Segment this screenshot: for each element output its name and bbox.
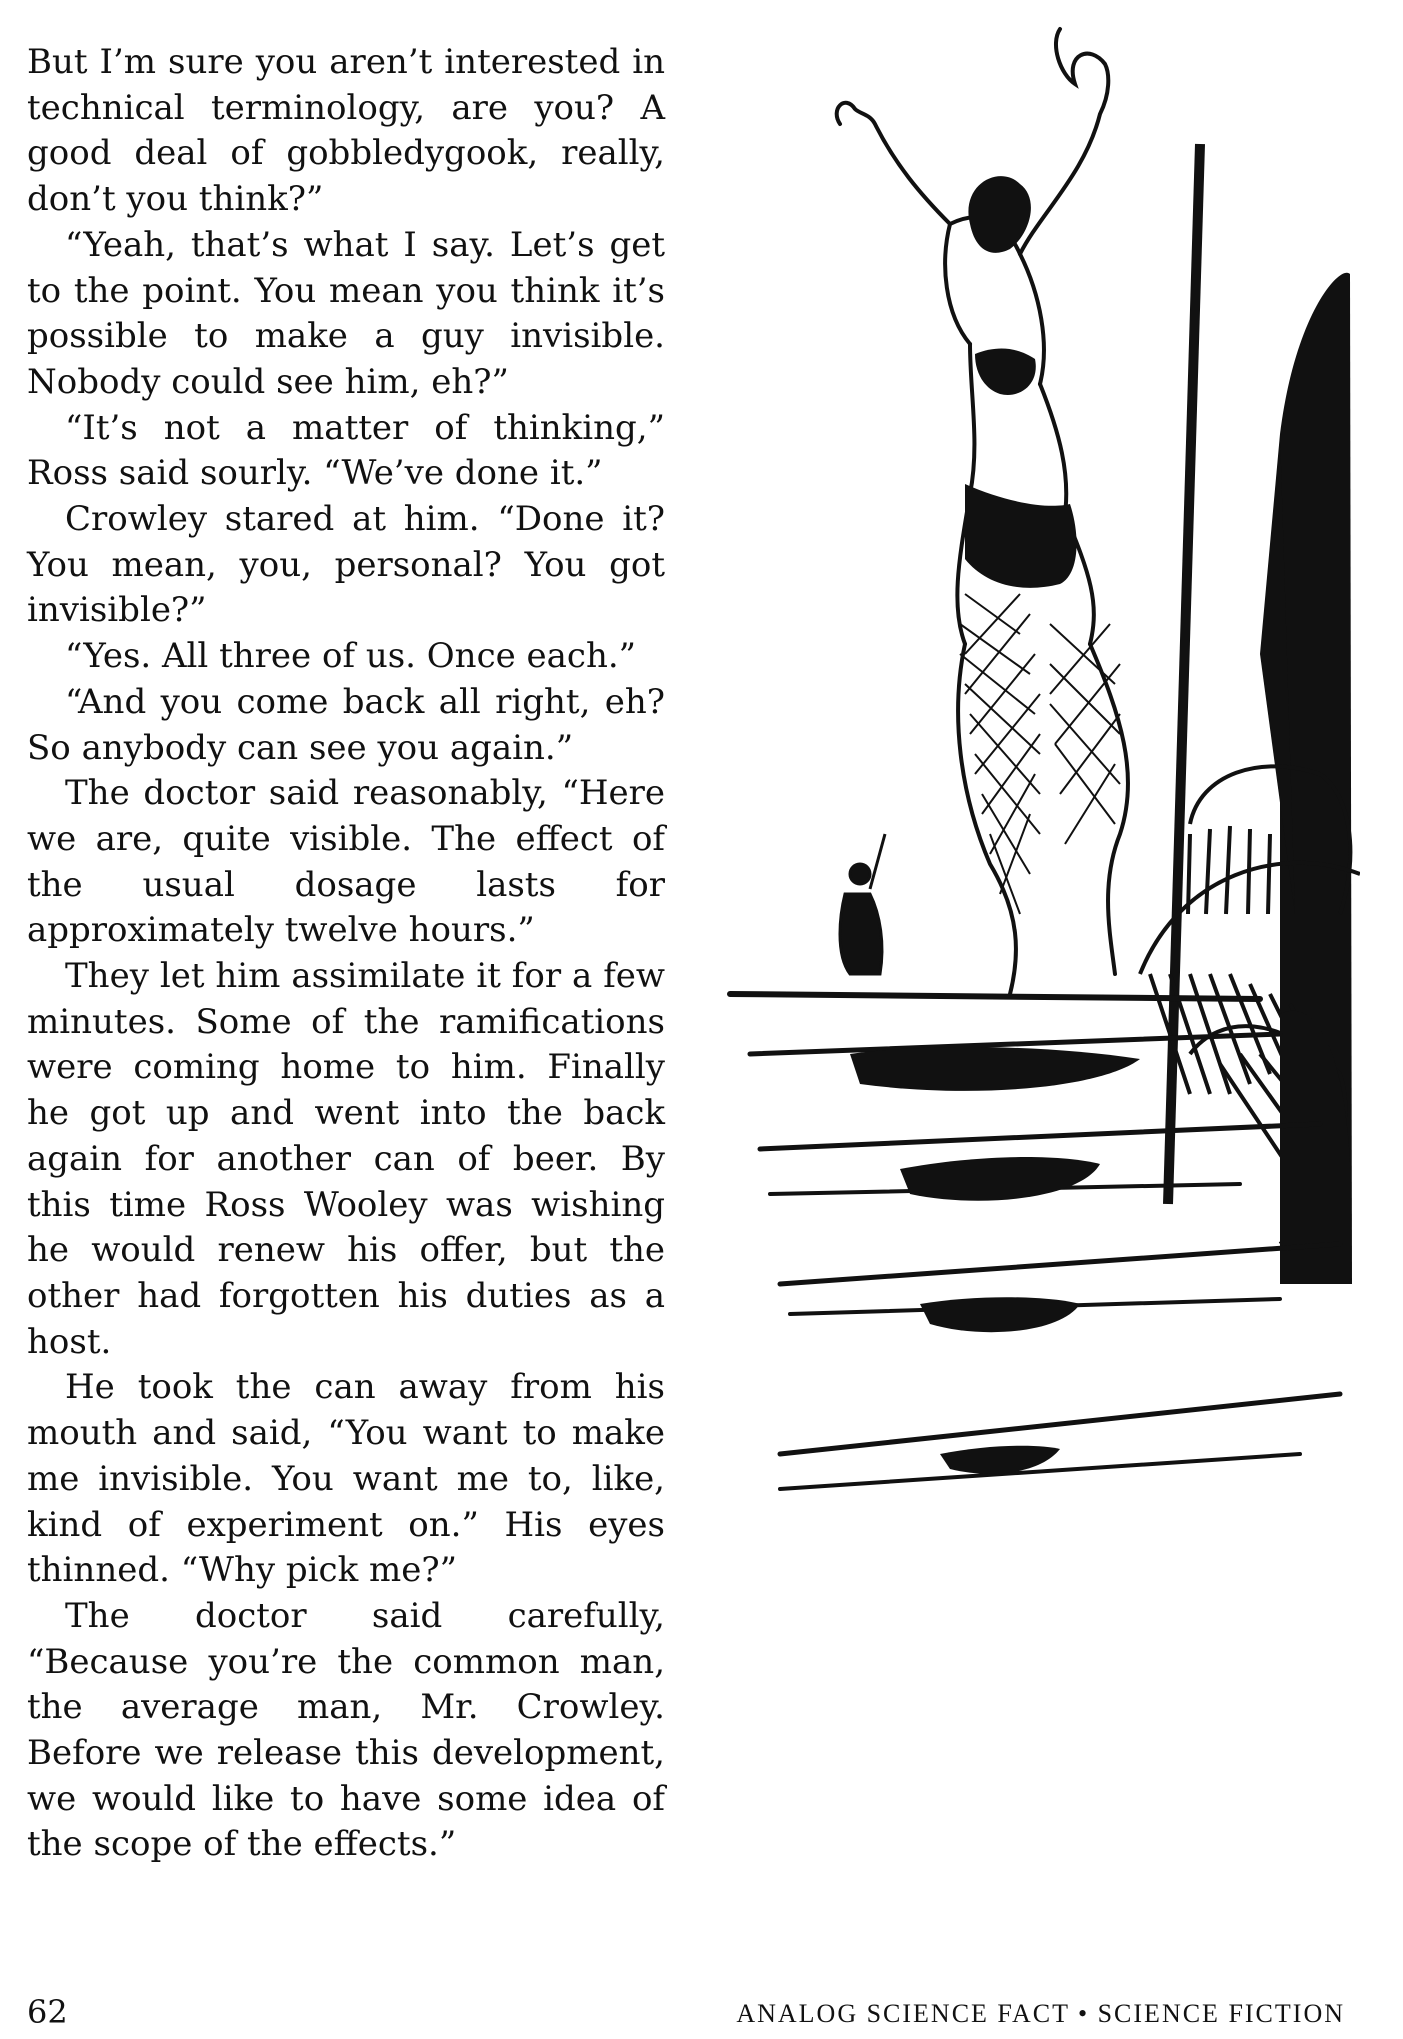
dancer-costume bbox=[965, 349, 1077, 588]
fishnet-stockings bbox=[960, 594, 1120, 914]
paragraph-10: The doctor said carefully, “Because you’re the common man, the average man, Mr. Crowley. Before we release this development, we would like to have some idea of the scope of the effects.” bbox=[27, 1595, 665, 1865]
paragraph-4: Crowley stared at him. “Done it? You mean, you, personal? You got invisible?” bbox=[27, 499, 665, 631]
paragraph-2: “Yeah, that’s what I say. Let’s get to the point. You mean you think it’s possible to make a guy invisible. Nobody could see him, eh?” bbox=[27, 224, 665, 402]
paragraph-9: He took the can away from his mouth and said, “You want to make me invisible. You want me to, like, kind of experiment on.” His eyes thinned. “Why pick me?” bbox=[27, 1367, 665, 1591]
small-man-figure bbox=[840, 834, 885, 974]
story-text-column bbox=[27, 40, 665, 1868]
paragraph-6: “And you come back all right, eh? So anybody can see you again.” bbox=[27, 681, 665, 768]
dancer-hair bbox=[968, 176, 1030, 253]
paragraph-1: But I’m sure you aren’t interested in technical terminology, are you? A good deal of gobbledygook, really, don’t you think?” bbox=[27, 42, 665, 220]
paragraph-5: “Yes. All three of us. Once each.” bbox=[65, 636, 637, 677]
page-number: 62 bbox=[27, 1993, 68, 2031]
running-title: ANALOG SCIENCE FACT • SCIENCE FICTION bbox=[736, 1999, 1345, 2028]
page-footer bbox=[0, 1992, 1403, 2032]
paragraph-3: “It’s not a matter of thinking,” Ross said sourly. “We’ve done it.” bbox=[27, 407, 665, 494]
dancer-illustration bbox=[720, 14, 1360, 1954]
paragraph-8: They let him assimilate it for a few minutes. Some of the ramifications were coming home to him. Finally he got up and went into the back again for another can of beer. By this time Ross Wooley was wishing he would renew his offer, but the other had forgotten his duties as a host. bbox=[27, 956, 665, 1362]
paragraph-7: The doctor said reasonably, “Here we are, quite visible. The effect of the usual dosage lasts for approximately twelve hours.” bbox=[27, 773, 665, 951]
